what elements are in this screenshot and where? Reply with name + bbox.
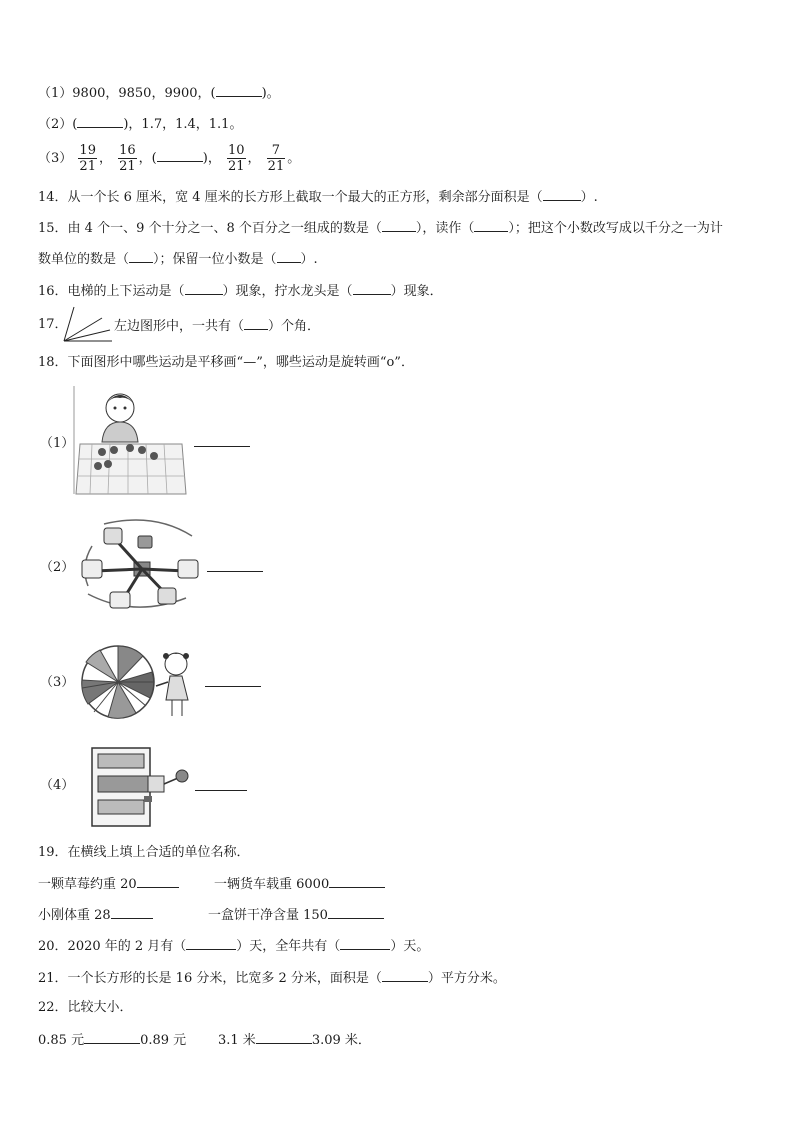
q13-part1: （1）9800，9850，9900，( )。 [38,83,280,103]
q19-row1-right: 一辆货车载重 6000 [214,874,385,894]
answer-blank[interactable] [328,905,384,919]
item-label: （2） [40,560,75,575]
answer-blank[interactable] [340,936,390,950]
answer-line-1[interactable] [194,446,250,447]
answer-blank[interactable] [382,968,428,982]
angle-figure-icon [62,304,114,344]
q19-row1-left: 一颗草莓约重 20 [38,874,179,894]
answer-blank[interactable] [216,83,262,97]
q13-part2: （2）( )，1.7，1.4，1.1。 [38,114,242,134]
question-22: 22．比较大小． [38,1000,133,1015]
q22-compare-2: 3.1 米 3.09 米． [218,1030,371,1050]
answer-blank[interactable] [543,187,581,201]
answer-blank[interactable] [353,281,391,295]
q13-part3: （3） $\frac{19}{21}$ ， $\frac{16}{21}$ ，( )， $\frac{10}{21}$ ， $\frac{7}{21}$ 。 [38,143,301,174]
question-20: 20．2020 年的 2 月有（ ）天，全年共有（ ）天。 [38,936,429,956]
answer-blank[interactable] [256,1030,312,1044]
item-label: （4） [40,778,75,793]
fraction: $\frac{16}{21}$ [119,143,136,174]
q19-row2-right: 一盒饼干净含量 150 [208,905,384,925]
item-label: （1） [40,436,75,451]
answer-blank[interactable] [157,148,203,162]
spinning-wheel-girl-image [80,642,204,722]
answer-blank[interactable] [186,936,236,950]
answer-blank[interactable] [129,249,153,263]
answer-blank[interactable] [474,218,508,232]
spinning-ride-image [74,516,208,618]
answer-line-2[interactable] [207,571,263,572]
question-14: 14．从一个长 6 厘米，宽 4 厘米的长方形上截取一个最大的正方形，剩余部分面积是（ ）. [38,187,598,207]
answer-blank[interactable] [329,874,385,888]
question-15-line1: 15．由 4 个一、9 个十分之一、8 个百分之一组成的数是（ ），读作（ ）；把这个小数改写成以千分之一为计 [38,218,723,238]
answer-line-4[interactable] [195,790,247,791]
question-17: 17． [38,317,68,332]
question-17-text: 左边图形中，一共有（ ）个角． [114,316,320,336]
q22-compare-1: 0.85 元 0.89 元 [38,1030,186,1050]
question-16: 16．电梯的上下运动是（ ）现象，拧水龙头是（ ）现象． [38,281,443,301]
question-15-line2: 数单位的数是（ ）；保留一位小数是（ ）. [38,249,318,269]
question-21: 21．一个长方形的长是 16 分米，比宽多 2 分米，面积是（ ）平方分米。 [38,968,506,988]
answer-blank[interactable] [77,114,123,128]
answer-blank[interactable] [84,1030,140,1044]
answer-blank[interactable] [277,249,301,263]
answer-blank[interactable] [185,281,223,295]
drawer-cabinet-image [88,746,194,828]
boy-chess-image [72,384,187,496]
q19-row2-left: 小刚体重 28 [38,905,153,925]
answer-blank[interactable] [111,905,153,919]
fraction: $\frac{19}{21}$ [79,143,96,174]
fraction: $\frac{7}{21}$ [267,143,285,174]
item-label: （3） [40,675,75,690]
answer-blank[interactable] [382,218,416,232]
question-19: 19．在横线上填上合适的单位名称． [38,845,250,860]
answer-line-3[interactable] [205,686,261,687]
question-18: 18．下面图形中哪些运动是平移画“—”，哪些运动是旋转画“o”． [38,355,414,370]
answer-blank[interactable] [137,874,179,888]
fraction: $\frac{10}{21}$ [227,143,245,174]
answer-blank[interactable] [244,316,268,330]
